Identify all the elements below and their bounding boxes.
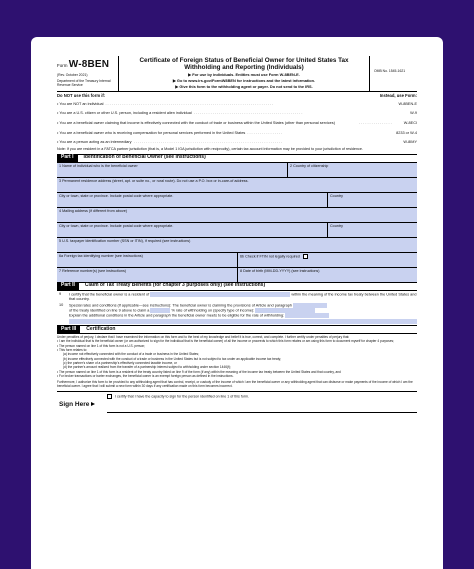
form-revision: (Rev. October 2021) — [57, 72, 88, 77]
sign-here-label — [57, 392, 107, 408]
form-subtitle-2: ▶ Go to www.irs.gov/FormW8BEN for instructions and the latest information. — [172, 78, 316, 84]
dnu-row-text: • You are a U.S. citizen or other U.S. person, including a resident alien individual — [57, 110, 192, 115]
capacity-checkbox[interactable] — [107, 394, 112, 399]
line-3-row — [57, 178, 417, 193]
conditions-continued-input[interactable] — [69, 319, 417, 324]
part-1-title: Identification of Beneficial Owner (see instructions) — [83, 154, 206, 161]
permanent-city-label: City or town, state or province. Include postal code where appropriate. — [59, 193, 174, 198]
line-3-city-row — [57, 193, 417, 208]
name-field[interactable] — [57, 163, 287, 177]
instead-use-heading: Instead, use Form: — [379, 93, 417, 98]
part-2-title: Claim of Tax Treaty Benefits (for chapter 3 purposes only) (see instructions) — [84, 282, 266, 289]
reference-number-field[interactable] — [57, 268, 237, 282]
conditions-input[interactable] — [285, 313, 329, 318]
arrow-right-icon — [91, 402, 95, 406]
certification-item: • The person named on line 1 of this form is not a U.S. person; — [57, 343, 146, 348]
form-label: Form — [57, 63, 68, 68]
line-10-text-b: of the treaty identified on line 9 above to claim a — [69, 308, 150, 313]
citizenship-label: 2 Country of citizenship — [290, 163, 329, 168]
part-3-header — [57, 326, 417, 334]
foreign-tin-label: 6a Foreign tax identifying number (see instructions) — [59, 253, 143, 258]
signature-fields — [107, 392, 417, 413]
certification-subitem: (a) income not effectively connected with the conduct of a trade or business in the United States; — [63, 352, 200, 357]
part-2-body — [57, 291, 417, 326]
certification-item: • For broker transactions or barter exchanges, the beneficial owner is an exempt foreign person as defined in the instructions. — [57, 373, 234, 378]
reference-number-label: 7 Reference number(s) (see instructions) — [59, 268, 127, 273]
line-10-text-c: % rate of withholding on (specify type of income): — [171, 308, 255, 313]
dnu-row-form: W-8ECI — [403, 120, 417, 125]
treaty-country-input[interactable] — [150, 292, 290, 297]
dnu-row-form: W-9 — [410, 110, 417, 115]
part-1-header — [57, 155, 417, 163]
line-4-city-row — [57, 223, 417, 238]
dot-leader: . . . . . . . . . . . . . . . . — [359, 120, 392, 125]
us-tin-label: 5 U.S. taxpayer identification number (SSN or ITIN), if required (see instructions) — [59, 238, 191, 243]
form-subtitle-1: ▶ For use by individuals. Entities must use Form W-8BEN-E. — [188, 72, 300, 78]
capacity-checkbox-label: I certify that I have the capacity to sign for the person identified on line 1 of this form. — [115, 394, 250, 399]
form-number: W-8BEN — [68, 59, 110, 70]
dnu-row-text: • You are NOT an individual — [57, 101, 104, 106]
permanent-country-label: Country — [330, 193, 343, 198]
mailing-address-label: 4 Mailing address (if different from above) — [59, 208, 127, 213]
dnu-row — [57, 138, 417, 147]
date-of-birth-field[interactable] — [237, 268, 417, 282]
permanent-address-field[interactable] — [57, 178, 417, 192]
certification-item: • This form relates to: — [57, 347, 88, 352]
line-10-row — [57, 302, 417, 319]
part-1-tag: Part I — [57, 155, 78, 162]
dnu-row-text: • You are a beneficial owner who is receiving compensation for personal services performed in the United States — [57, 131, 246, 136]
certification-closing: Furthermore, I authorize this form to be provided to any withholding agent that has control, receipt, or custody of the income of which I am the beneficial owner or any withholding agent that can disburse or make payments of the income of which I am the beneficial owner. I agree that I will submit a new form within 30 days if any certification made on this form becomes incorrect. — [57, 380, 413, 389]
date-of-birth-label: 8 Date of birth (MM-DD-YYYY) (see instructions) — [240, 268, 320, 273]
dnu-row — [57, 117, 417, 129]
form-subtitle-3: ▶ Give this form to the withholding agent or payer. Do not send to the IRS. — [175, 84, 313, 90]
certification-subitem: (c) the partner's share of a partnership's effectively connected taxable income, or — [63, 360, 177, 365]
part-3-title: Certification — [86, 325, 116, 332]
form-department: Department of the Treasury Internal Revenue Service — [57, 79, 111, 88]
signature-line[interactable] — [107, 401, 417, 413]
mailing-country-label: Country — [330, 223, 343, 228]
dnu-row — [57, 129, 417, 138]
dot-leader: . . . . . . . . . . . . . . . . . — [247, 131, 283, 136]
us-tin-field[interactable] — [57, 238, 417, 252]
sign-here-text: Sign Here — [59, 400, 90, 408]
dnu-row-form: 8233 or W-4 — [396, 131, 417, 136]
certification-subitem: (d) the partner's amount realized from the transfer of a partnership interest subject to withholding under section 1446(f); — [63, 365, 231, 370]
do-not-use-heading: Do NOT use this form if: — [57, 93, 106, 98]
mailing-city-field[interactable] — [57, 223, 327, 237]
mailing-city-label: City or town, state or province. Include postal code where appropriate. — [59, 223, 174, 228]
certification-subitem: (b) income effectively connected with the conduct of a trade or business in the United States but is not subject to tax under an applicable income tax treaty; — [63, 356, 282, 361]
line-9-row — [57, 291, 417, 302]
mailing-country-field[interactable] — [327, 223, 417, 237]
line-4-row — [57, 208, 417, 223]
name-label: 1 Name of individual who is the beneficial owner — [59, 163, 138, 168]
certification-text — [57, 334, 417, 389]
line-10-text-a: Special rates and conditions (if applicable—see instructions): The beneficial owner is claiming the provisions of Article and paragraph — [69, 303, 293, 308]
line-10-text-d: Explain the additional conditions in the Article and paragraph the beneficial owner meets to be eligible for the rate of withholding: — [69, 313, 285, 318]
line-9-text-b: within the meaning of the income tax treaty between the United States and that country. — [69, 292, 417, 301]
permanent-address-label: 3 Permanent residence address (street, apt. or suite no., or rural route). Do not use a P.O. box or in-care-of address. — [59, 178, 249, 183]
dot-leader: . . . . . . . . . . . . . . . . . . . . . . . . . . . . . . . . . . . . . . . . . . . . . . . . . . . . . . . . . . . . . . . . . . . . . . . — [133, 139, 283, 144]
mailing-address-field[interactable] — [57, 208, 417, 222]
ftin-not-required-field — [237, 253, 417, 267]
form-title-block — [119, 56, 369, 91]
line-9-number: 9 — [59, 291, 62, 296]
dnu-row-form: W-8IMY — [403, 139, 417, 144]
do-not-use-heading-row — [57, 92, 417, 100]
line-9-text-a: I certify that the beneficial owner is a resident of — [69, 292, 150, 297]
dnu-row-form: W-8BEN-E — [398, 101, 417, 106]
certification-intro: Under penalties of perjury, I declare that I have examined the information on this form and to the best of my knowledge and belief it is true, correct, and complete. I further certify under penalties of perjury that: — [57, 335, 350, 339]
certification-item: • I am the individual that is the beneficial owner (or am authorized to sign for the individual that is the beneficial owner) of all the income or proceeds to which this form relates or am using this form to document myself for chapter 4 purposes; — [57, 339, 395, 344]
citizenship-field[interactable] — [287, 163, 417, 177]
ftin-not-required-label: 6b Check if FTIN not legally required — [240, 254, 300, 259]
fatca-note: Note: If you are resident in a FATCA partner jurisdiction (that is, a Model 1 IGA jurisdiction with reciprocity), certain tax account information may be provided to your jurisdiction of residence. — [57, 146, 417, 154]
form-title: Certificate of Foreign Status of Beneficial Owner for United States Tax Withholding and Reporting (Individuals) — [139, 57, 349, 71]
withholding-rate-input[interactable] — [150, 308, 170, 313]
certification-item: • The person named on line 1 of this form is a resident of the treaty country listed on line 9 of the form (if any) within the meaning of the income tax treaty between the United States and that country, and — [57, 369, 341, 374]
line-1-2-row — [57, 163, 417, 178]
dnu-row-text: • You are a beneficial owner claiming that income is effectively connected with the conduct of trade or business within the United States (other than personal services) — [57, 120, 335, 125]
line-6-row — [57, 253, 417, 268]
line-10-number: 10 — [59, 303, 64, 307]
ftin-checkbox[interactable] — [303, 254, 308, 259]
dnu-row-text: • You are a person acting as an intermediary — [57, 139, 132, 144]
dot-leader: . . . . . . . . . . . . . . . . . . . . . . . . . . . . . . . . . . . . . . . . . . . . . . . . . . . . — [193, 110, 303, 115]
permanent-country-field[interactable] — [327, 193, 417, 207]
foreign-tin-field[interactable] — [57, 253, 237, 267]
part-2-tag: Part II — [57, 283, 79, 290]
omb-block — [369, 56, 417, 91]
line-5-row — [57, 238, 417, 253]
signature-area — [57, 391, 417, 413]
part-2-header — [57, 283, 417, 291]
dnu-row — [57, 108, 417, 117]
omb-number: OMB No. 1545-1621 — [374, 69, 406, 73]
document-page — [31, 37, 443, 569]
form-header — [57, 56, 417, 92]
dot-leader: . . . . . . . . . . . . . . . . . . . . . . . . . . . . . . . . . . . . . . . . . . . . . . . . . . . . . . . . . . . . . . . . . . . . . . . . . . . . . . . . — [105, 101, 274, 106]
part-3-tag: Part III — [57, 326, 80, 333]
w8ben-form — [57, 56, 417, 413]
form-id-block — [57, 56, 119, 91]
permanent-city-field[interactable] — [57, 193, 327, 207]
line-7-8-row — [57, 268, 417, 283]
dnu-row — [57, 100, 417, 109]
